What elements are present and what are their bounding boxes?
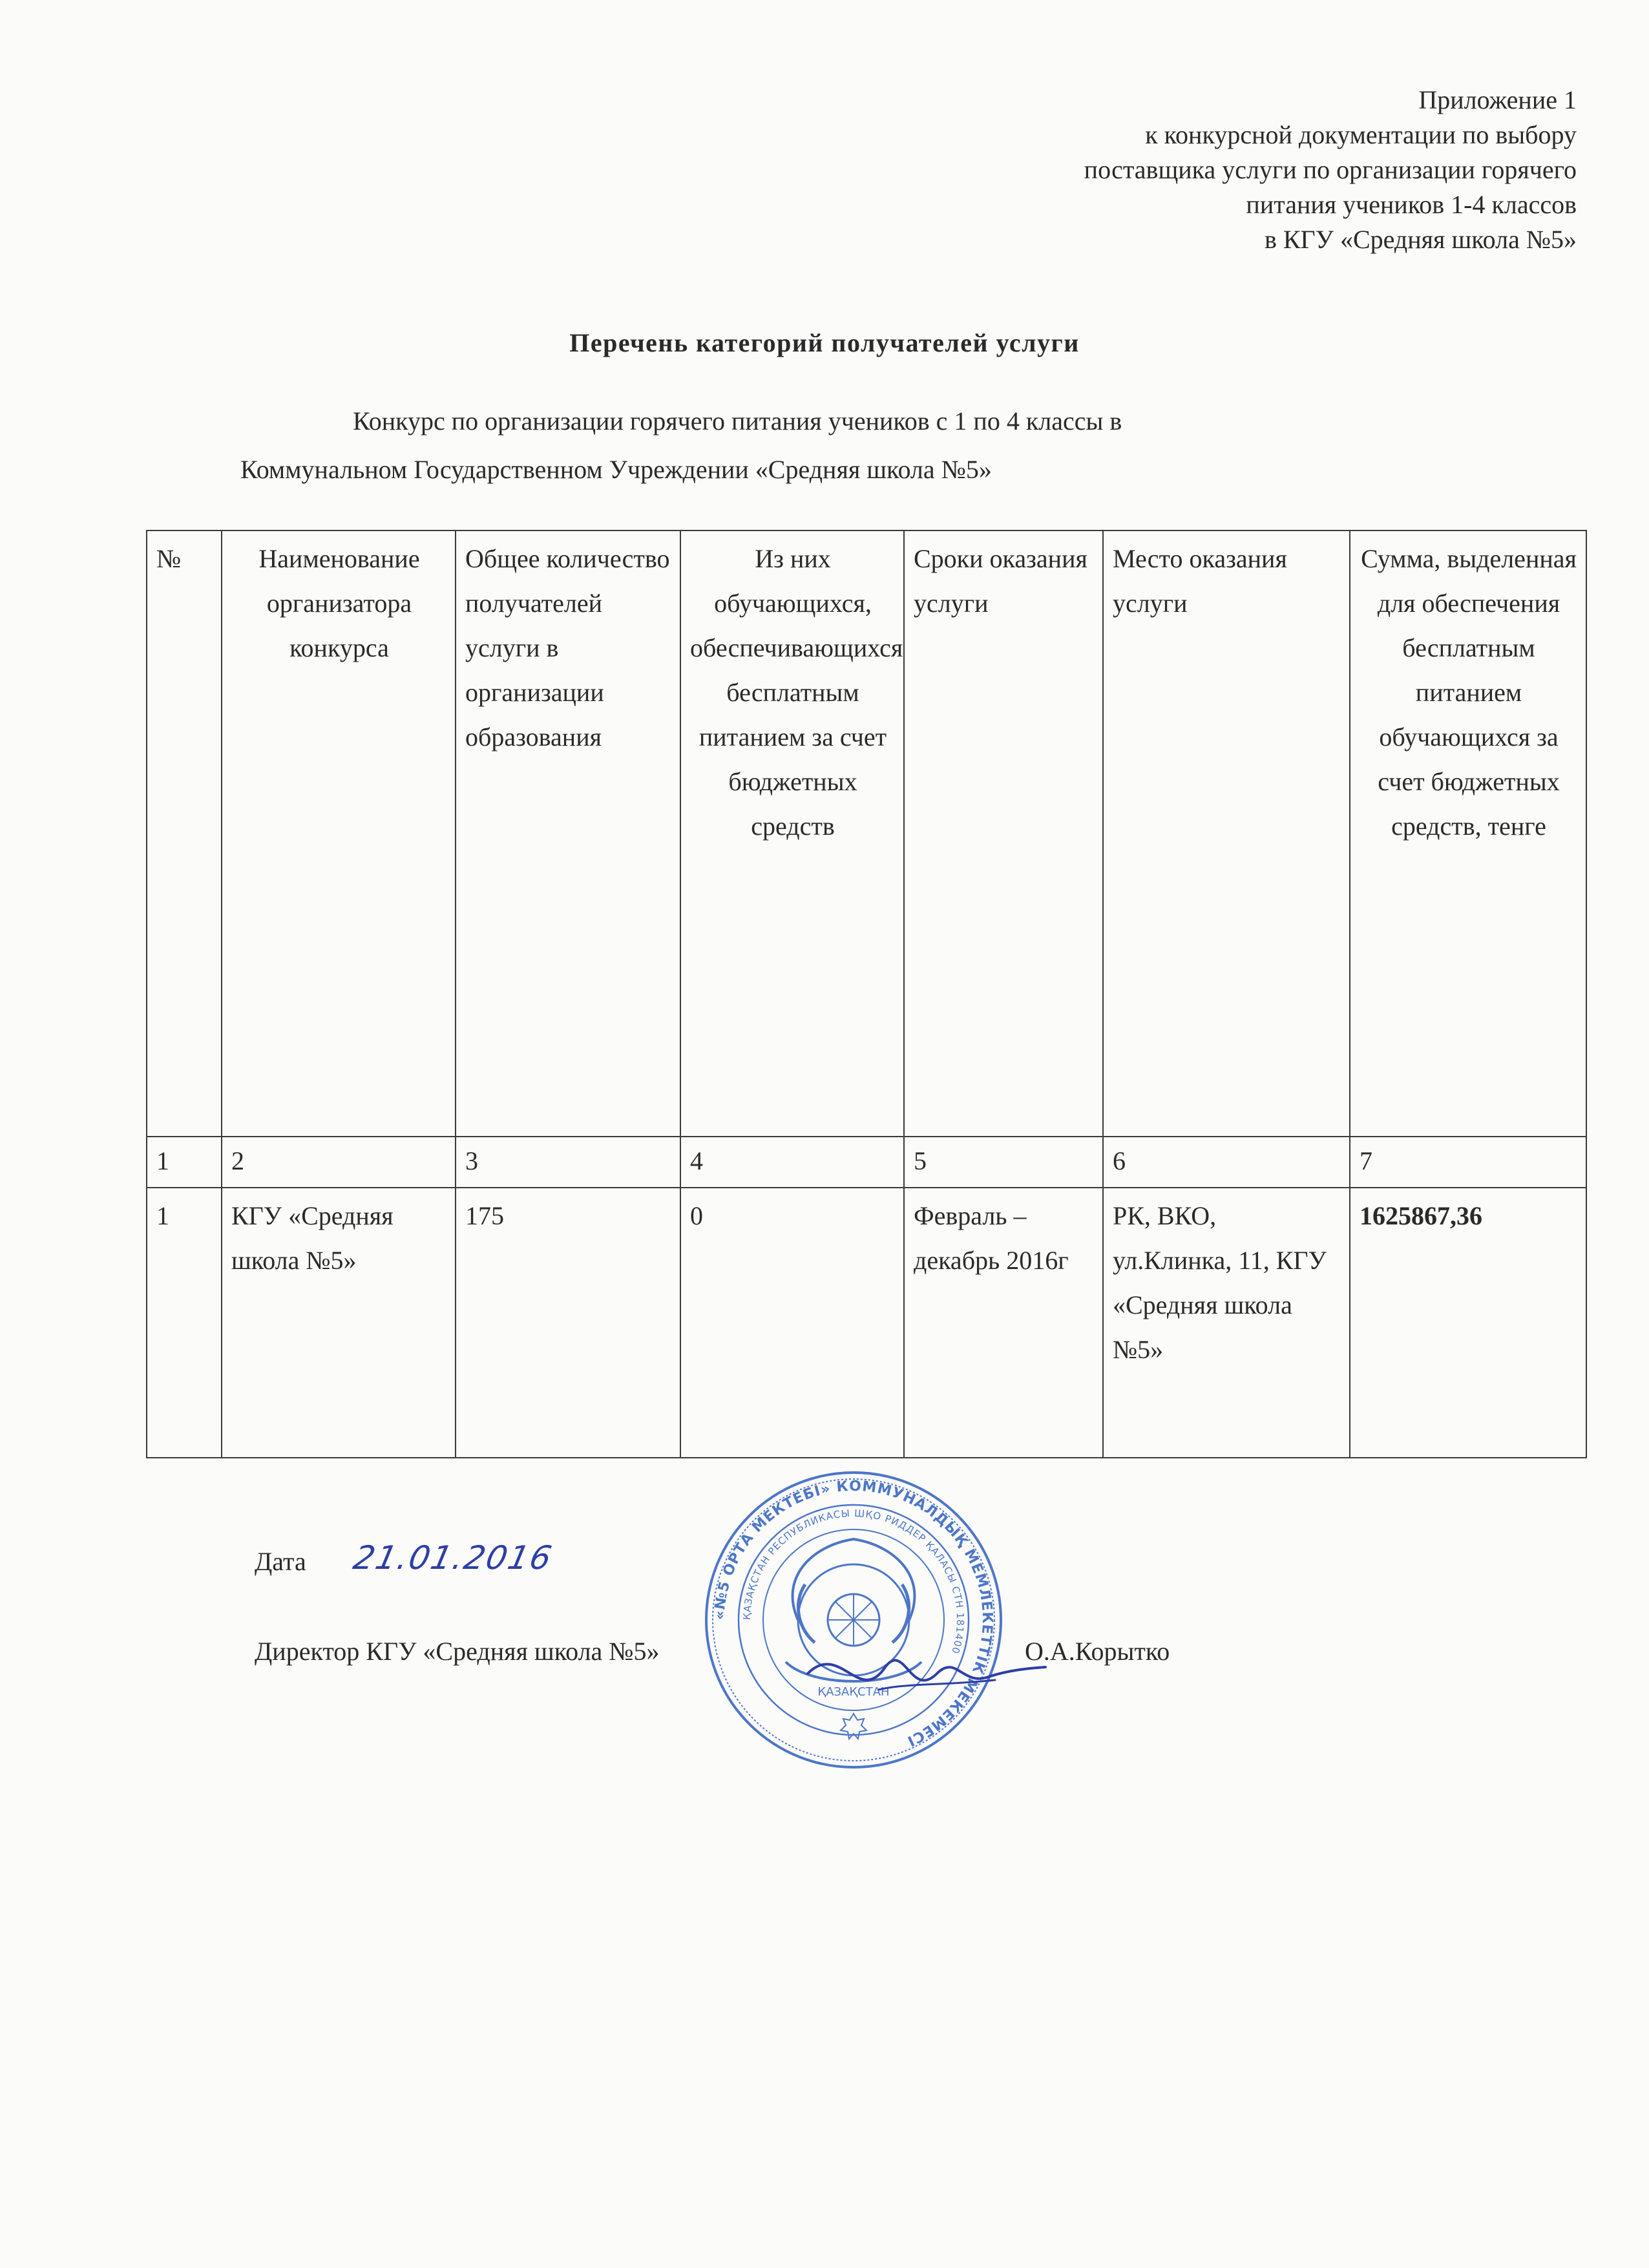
row-total: 175 — [456, 1188, 680, 1458]
appendix-note — [801, 83, 1577, 257]
document-title: Перечень категорий получателей услуги — [569, 328, 1080, 357]
column-number: 4 — [680, 1137, 904, 1188]
appendix-line: питания учеников 1-4 классов — [1246, 190, 1577, 219]
column-number-row — [147, 1137, 1586, 1188]
handwritten-date: 21.01.2016 — [350, 1539, 556, 1577]
header-cell-number: № — [147, 530, 222, 1137]
row-place: РК, ВКО, ул.Клинка, 11, КГУ «Средняя школа №5» — [1103, 1188, 1350, 1458]
row-free-meals: 0 — [680, 1188, 904, 1458]
appendix-line: к конкурсной документации по выбору — [1145, 120, 1577, 149]
seal-emblem-text: ҚАЗАҚСТАН — [817, 1685, 890, 1699]
column-number: 2 — [222, 1137, 456, 1188]
header-cell-period: Сроки оказания услуги — [904, 530, 1103, 1137]
director-title: Директор КГУ «Средняя школа №5» — [255, 1637, 660, 1666]
row-amount: 1625867,36 — [1350, 1188, 1586, 1458]
recipients-table — [146, 530, 1587, 1458]
document-subtitle: Конкурс по организации горячего питания учеников с 1 по 4 классы в — [353, 406, 1122, 436]
official-seal — [702, 1468, 1005, 1772]
row-period: Февраль – декабрь 2016г — [904, 1188, 1103, 1458]
header-cell-total: Общее количество получателей услуги в организации образования — [456, 530, 680, 1137]
appendix-line: в КГУ «Средняя школа №5» — [1264, 225, 1577, 254]
header-cell-organizer: Наименование организатора конкурса — [222, 530, 456, 1137]
row-number: 1 — [147, 1188, 222, 1458]
header-cell-free-meals: Из них обучающихся, обеспечивающихся бесплатным питанием за счет бюджетных средств — [680, 530, 904, 1137]
column-number: 3 — [456, 1137, 680, 1188]
table-header-row — [147, 530, 1586, 1137]
seal-inner-text: ҚАЗАҚСТАН РЕСПУБЛИКАСЫ ШҚО РИДДЕР ҚАЛАСЫ СТН 181400 — [740, 1507, 967, 1656]
row-organizer: КГУ «Средняя школа №5» — [222, 1188, 456, 1458]
appendix-line: поставщика услуги по организации горячего — [1084, 155, 1577, 184]
column-number: 6 — [1103, 1137, 1350, 1188]
director-name: О.А.Корытко — [1025, 1637, 1170, 1666]
header-cell-place: Место оказания услуги — [1103, 530, 1350, 1137]
appendix-line: Приложение 1 — [1418, 85, 1577, 114]
date-label: Дата — [255, 1547, 306, 1576]
column-number: 5 — [904, 1137, 1103, 1188]
header-cell-amount: Сумма, выделенная для обеспечения бесплатным питанием обучающихся за счет бюджетных средств, тенге — [1350, 530, 1586, 1137]
column-number: 7 — [1350, 1137, 1586, 1188]
document-subtitle: Коммунальном Государственном Учреждении «Средняя школа №5» — [240, 455, 992, 484]
table-row — [147, 1188, 1586, 1458]
seal-outer-text: «№5 ОРТА МЕКТЕБІ» КОММУНАЛДЫҚ МЕМЛЕКЕТТІК МЕКЕМЕСІ — [711, 1478, 996, 1750]
director-signature — [801, 1628, 1047, 1719]
column-number: 1 — [147, 1137, 222, 1188]
